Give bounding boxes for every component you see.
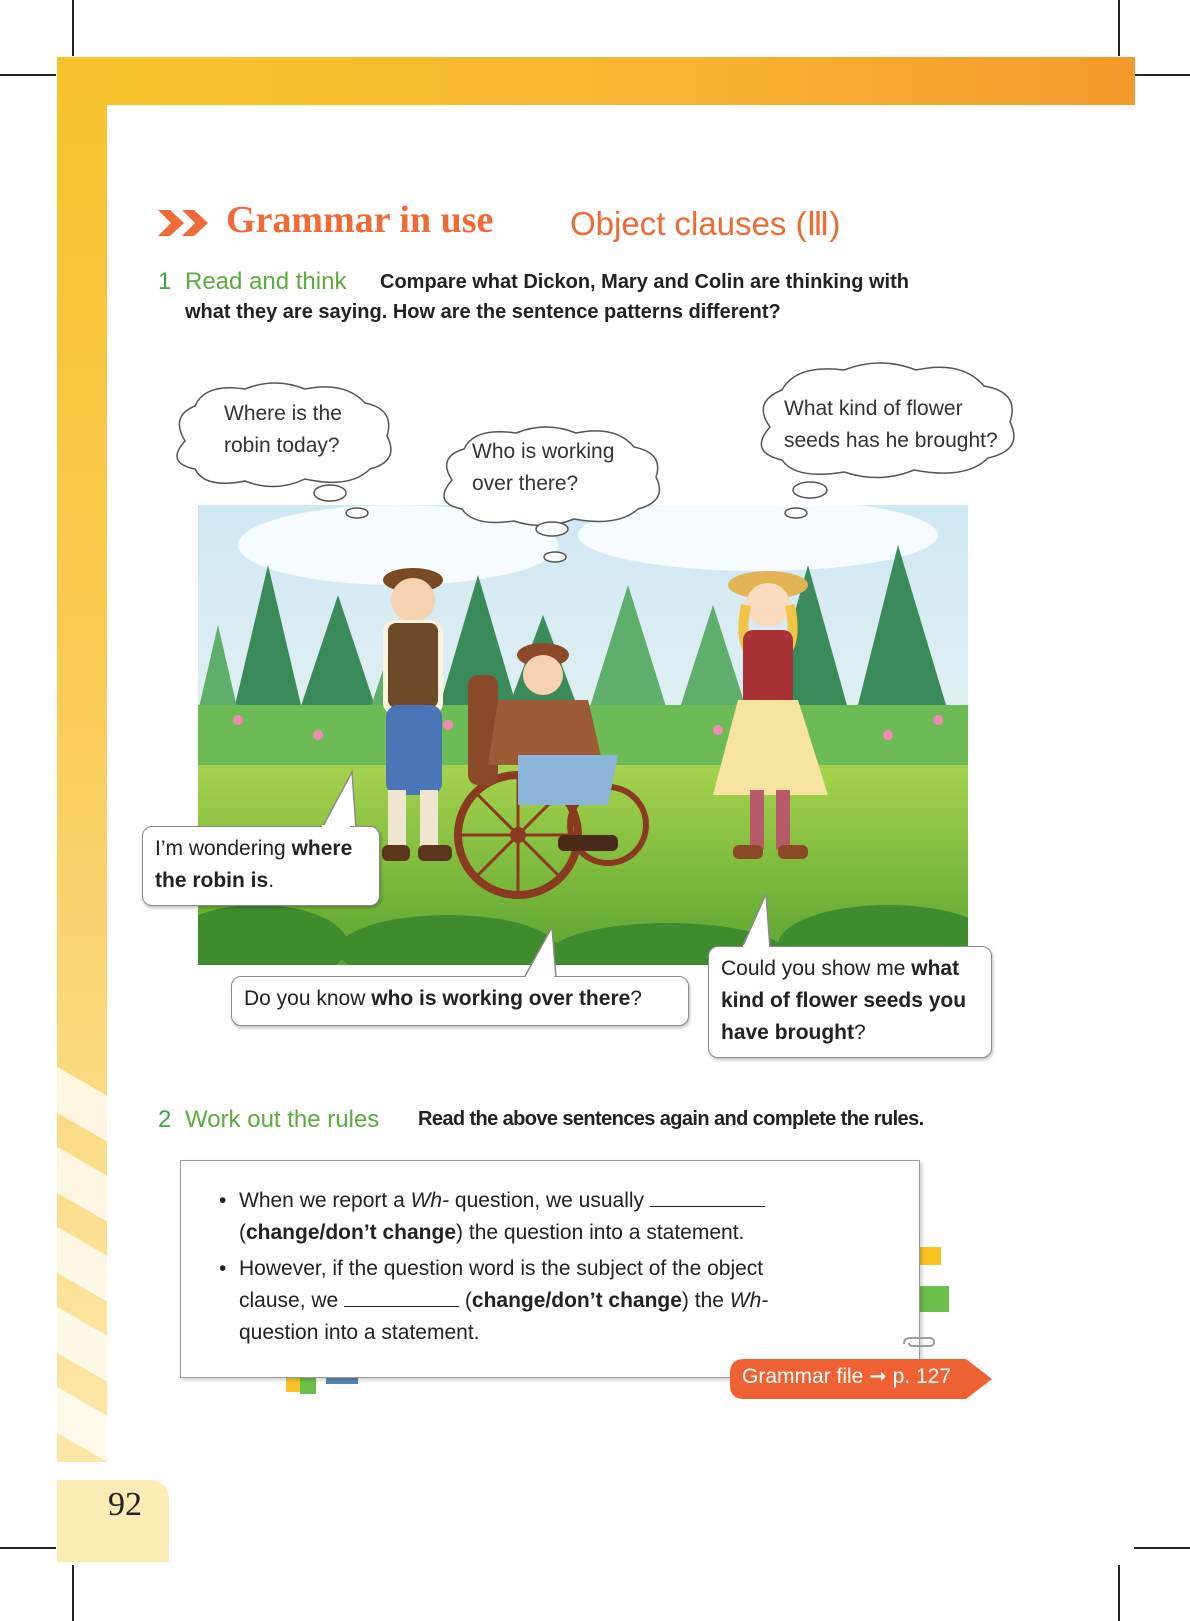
paper-clip-icon [902, 1336, 936, 1352]
exercise-instruction: Compare what Dickon, Mary and Colin are thinking with [380, 271, 909, 293]
page-number: 92 [108, 1486, 142, 1523]
crop-mark [1118, 0, 1120, 56]
thought-text: Who is working [472, 440, 615, 463]
grammar-file-link[interactable]: Grammar file ➞ p. 127 [742, 1365, 951, 1388]
decorative-tag [917, 1286, 949, 1312]
exercise-title: Read and think [185, 268, 347, 295]
top-band [57, 57, 1135, 105]
speech-tail [520, 925, 560, 980]
speech-tail [740, 892, 780, 950]
decorative-tag [917, 1247, 941, 1265]
crop-mark [1134, 74, 1190, 76]
rule-item: • When we report a Wh- question, we usually (change/don’t change) the question into a statement. [239, 1185, 879, 1249]
crop-mark [0, 1547, 56, 1549]
left-band [57, 57, 107, 1462]
answer-blank[interactable] [650, 1188, 765, 1207]
crop-mark [72, 0, 74, 56]
answer-blank[interactable] [344, 1288, 459, 1307]
section-subtitle: Object clauses (Ⅲ) [570, 205, 841, 242]
thought-text: over there? [472, 472, 579, 495]
speech-bubble-colin: Do you know who is working over there? [231, 976, 689, 1026]
thought-text: seeds has he brought? [784, 429, 998, 452]
speech-bubble-dickon: I’m wondering where the robin is. [142, 826, 380, 906]
speech-tail [320, 770, 360, 830]
exercise-number: 1 [158, 268, 172, 295]
thought-text: robin today? [224, 434, 340, 457]
thought-text: What kind of flower [784, 397, 963, 420]
crop-mark [72, 1565, 74, 1621]
bullet-icon: • [219, 1189, 227, 1212]
thought-text: Where is the [224, 402, 342, 425]
crop-mark [1118, 1565, 1120, 1621]
rule-item: • However, if the question word is the subject of the object clause, we (change/don’t change) the Wh- question into a statement. [239, 1253, 879, 1349]
crop-mark [1134, 1547, 1190, 1549]
exercise-number: 2 [158, 1106, 172, 1133]
speech-bubble-mary: Could you show me what kind of flower seeds you have brought? [708, 946, 992, 1058]
double-chevron-icon [158, 208, 214, 238]
exercise-instruction: Read the above sentences again and complete the rules. [418, 1108, 924, 1130]
crop-mark [0, 74, 56, 76]
bullet-icon: • [219, 1257, 227, 1280]
rules-box [180, 1160, 920, 1378]
exercise-title: Work out the rules [185, 1106, 380, 1133]
section-title: Grammar in use [226, 199, 494, 241]
exercise-instruction: what they are saying. How are the sentence patterns different? [185, 301, 781, 323]
